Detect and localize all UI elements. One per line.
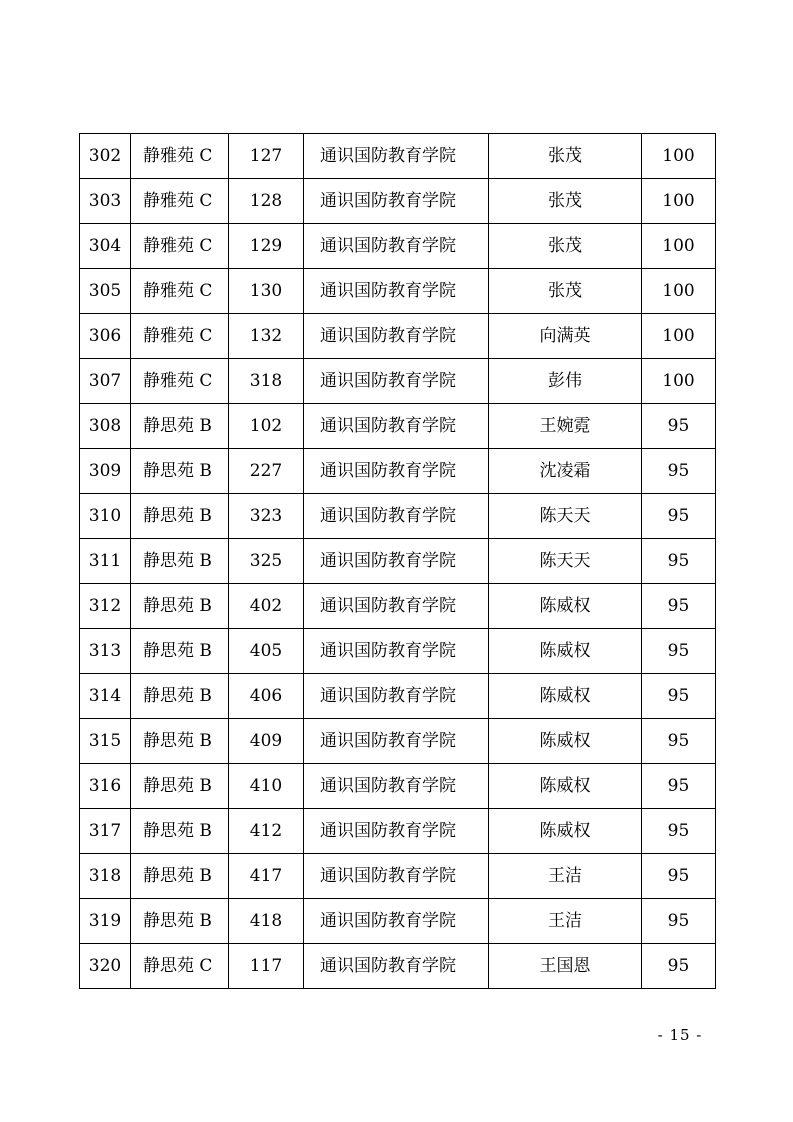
room-number-cell: 417 xyxy=(229,854,304,899)
row-number-cell: 307 xyxy=(80,359,131,404)
row-number-cell: 306 xyxy=(80,314,131,359)
dormitory-score-table xyxy=(79,133,716,989)
room-number-cell: 227 xyxy=(229,449,304,494)
college-cell: 通识国防教育学院 xyxy=(304,629,489,674)
person-cell: 陈天天 xyxy=(489,494,642,539)
table-row xyxy=(80,854,716,899)
row-number-cell: 316 xyxy=(80,764,131,809)
row-number-cell: 314 xyxy=(80,674,131,719)
score-cell: 95 xyxy=(642,404,716,449)
room-number-cell: 128 xyxy=(229,179,304,224)
person-cell: 张茂 xyxy=(489,269,642,314)
person-cell: 张茂 xyxy=(489,179,642,224)
college-cell: 通识国防教育学院 xyxy=(304,764,489,809)
row-number-cell: 305 xyxy=(80,269,131,314)
dorm-building-cell: 静思苑 B xyxy=(131,764,229,809)
college-cell: 通识国防教育学院 xyxy=(304,899,489,944)
table-row xyxy=(80,269,716,314)
person-cell: 张茂 xyxy=(489,134,642,179)
row-number-cell: 310 xyxy=(80,494,131,539)
college-cell: 通识国防教育学院 xyxy=(304,584,489,629)
score-cell: 95 xyxy=(642,764,716,809)
dorm-building-cell: 静思苑 B xyxy=(131,809,229,854)
row-number-cell: 309 xyxy=(80,449,131,494)
dorm-building-cell: 静思苑 B xyxy=(131,584,229,629)
room-number-cell: 323 xyxy=(229,494,304,539)
score-cell: 95 xyxy=(642,944,716,989)
dorm-building-cell: 静思苑 B xyxy=(131,854,229,899)
table-row xyxy=(80,719,716,764)
college-cell: 通识国防教育学院 xyxy=(304,134,489,179)
room-number-cell: 117 xyxy=(229,944,304,989)
person-cell: 陈天天 xyxy=(489,539,642,584)
person-cell: 陈威权 xyxy=(489,629,642,674)
row-number-cell: 319 xyxy=(80,899,131,944)
college-cell: 通识国防教育学院 xyxy=(304,449,489,494)
table-body xyxy=(80,134,716,989)
dorm-building-cell: 静雅苑 C xyxy=(131,179,229,224)
room-number-cell: 409 xyxy=(229,719,304,764)
score-cell: 95 xyxy=(642,539,716,584)
room-number-cell: 325 xyxy=(229,539,304,584)
table-row xyxy=(80,629,716,674)
table-row xyxy=(80,134,716,179)
person-cell: 陈威权 xyxy=(489,764,642,809)
row-number-cell: 312 xyxy=(80,584,131,629)
score-cell: 100 xyxy=(642,359,716,404)
dorm-building-cell: 静思苑 B xyxy=(131,494,229,539)
row-number-cell: 315 xyxy=(80,719,131,764)
room-number-cell: 418 xyxy=(229,899,304,944)
college-cell: 通识国防教育学院 xyxy=(304,809,489,854)
dorm-building-cell: 静雅苑 C xyxy=(131,224,229,269)
row-number-cell: 303 xyxy=(80,179,131,224)
table-row xyxy=(80,539,716,584)
college-cell: 通识国防教育学院 xyxy=(304,224,489,269)
college-cell: 通识国防教育学院 xyxy=(304,854,489,899)
room-number-cell: 402 xyxy=(229,584,304,629)
score-cell: 95 xyxy=(642,449,716,494)
score-cell: 95 xyxy=(642,854,716,899)
college-cell: 通识国防教育学院 xyxy=(304,314,489,359)
score-cell: 100 xyxy=(642,224,716,269)
dorm-building-cell: 静雅苑 C xyxy=(131,269,229,314)
room-number-cell: 406 xyxy=(229,674,304,719)
room-number-cell: 102 xyxy=(229,404,304,449)
row-number-cell: 320 xyxy=(80,944,131,989)
college-cell: 通识国防教育学院 xyxy=(304,179,489,224)
table-row xyxy=(80,494,716,539)
person-cell: 陈威权 xyxy=(489,809,642,854)
person-cell: 沈凌霜 xyxy=(489,449,642,494)
room-number-cell: 405 xyxy=(229,629,304,674)
dorm-building-cell: 静思苑 B xyxy=(131,719,229,764)
person-cell: 王婉霓 xyxy=(489,404,642,449)
table-row xyxy=(80,674,716,719)
college-cell: 通识国防教育学院 xyxy=(304,719,489,764)
person-cell: 陈威权 xyxy=(489,719,642,764)
score-cell: 95 xyxy=(642,674,716,719)
row-number-cell: 304 xyxy=(80,224,131,269)
row-number-cell: 311 xyxy=(80,539,131,584)
table-row xyxy=(80,809,716,854)
table-row xyxy=(80,359,716,404)
person-cell: 陈威权 xyxy=(489,674,642,719)
score-cell: 95 xyxy=(642,494,716,539)
score-cell: 95 xyxy=(642,584,716,629)
room-number-cell: 129 xyxy=(229,224,304,269)
person-cell: 王洁 xyxy=(489,899,642,944)
room-number-cell: 127 xyxy=(229,134,304,179)
person-cell: 王国恩 xyxy=(489,944,642,989)
room-number-cell: 412 xyxy=(229,809,304,854)
row-number-cell: 317 xyxy=(80,809,131,854)
room-number-cell: 132 xyxy=(229,314,304,359)
college-cell: 通识国防教育学院 xyxy=(304,539,489,584)
person-cell: 向满英 xyxy=(489,314,642,359)
score-cell: 100 xyxy=(642,134,716,179)
dorm-building-cell: 静思苑 C xyxy=(131,944,229,989)
table-row xyxy=(80,179,716,224)
row-number-cell: 302 xyxy=(80,134,131,179)
score-cell: 100 xyxy=(642,314,716,359)
dorm-building-cell: 静思苑 B xyxy=(131,899,229,944)
college-cell: 通识国防教育学院 xyxy=(304,404,489,449)
row-number-cell: 313 xyxy=(80,629,131,674)
score-cell: 100 xyxy=(642,179,716,224)
table-row xyxy=(80,224,716,269)
person-cell: 彭伟 xyxy=(489,359,642,404)
table-row xyxy=(80,449,716,494)
table-row xyxy=(80,944,716,989)
person-cell: 王洁 xyxy=(489,854,642,899)
score-cell: 95 xyxy=(642,719,716,764)
room-number-cell: 318 xyxy=(229,359,304,404)
person-cell: 张茂 xyxy=(489,224,642,269)
person-cell: 陈威权 xyxy=(489,584,642,629)
dorm-building-cell: 静思苑 B xyxy=(131,449,229,494)
college-cell: 通识国防教育学院 xyxy=(304,944,489,989)
row-number-cell: 308 xyxy=(80,404,131,449)
dorm-building-cell: 静思苑 B xyxy=(131,629,229,674)
college-cell: 通识国防教育学院 xyxy=(304,674,489,719)
dorm-building-cell: 静思苑 B xyxy=(131,404,229,449)
score-cell: 95 xyxy=(642,809,716,854)
dorm-building-cell: 静雅苑 C xyxy=(131,314,229,359)
score-cell: 100 xyxy=(642,269,716,314)
college-cell: 通识国防教育学院 xyxy=(304,269,489,314)
score-cell: 95 xyxy=(642,899,716,944)
page-number: - 15 - xyxy=(657,1026,703,1044)
dorm-building-cell: 静思苑 B xyxy=(131,674,229,719)
dorm-building-cell: 静雅苑 C xyxy=(131,359,229,404)
room-number-cell: 130 xyxy=(229,269,304,314)
room-number-cell: 410 xyxy=(229,764,304,809)
college-cell: 通识国防教育学院 xyxy=(304,359,489,404)
table-row xyxy=(80,899,716,944)
college-cell: 通识国防教育学院 xyxy=(304,494,489,539)
dorm-building-cell: 静思苑 B xyxy=(131,539,229,584)
table-row xyxy=(80,404,716,449)
table-row xyxy=(80,584,716,629)
table-row xyxy=(80,764,716,809)
score-cell: 95 xyxy=(642,629,716,674)
table-row xyxy=(80,314,716,359)
row-number-cell: 318 xyxy=(80,854,131,899)
dorm-building-cell: 静雅苑 C xyxy=(131,134,229,179)
